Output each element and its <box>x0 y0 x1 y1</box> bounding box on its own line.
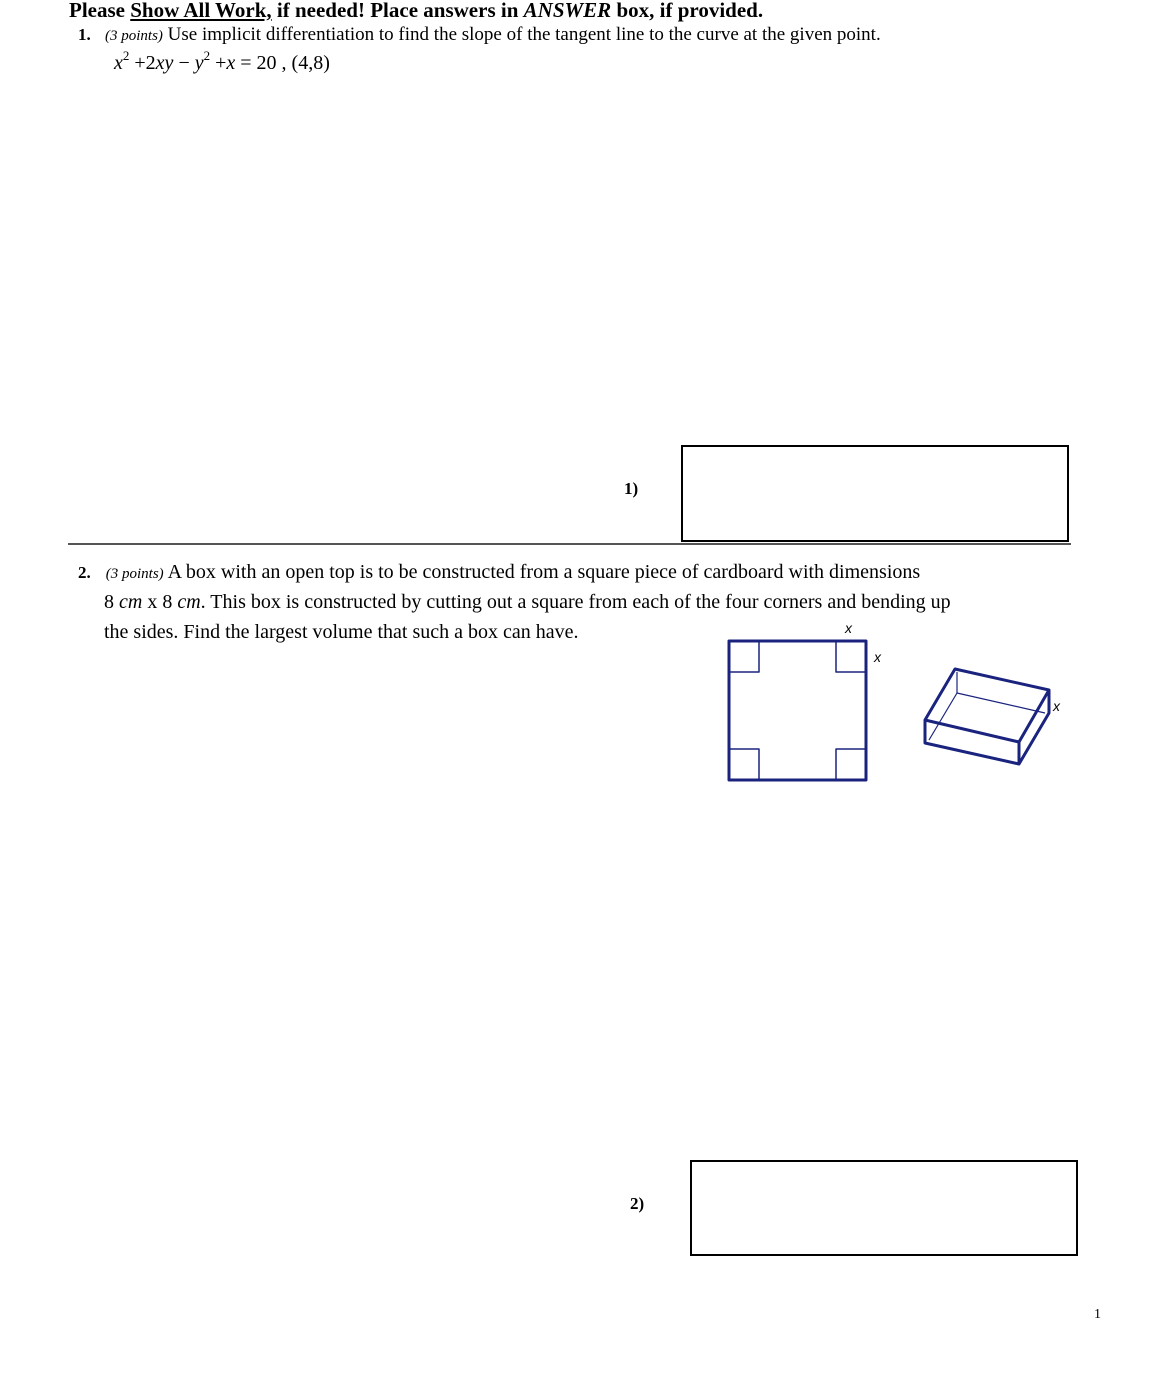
page-number: 1 <box>1094 1307 1101 1322</box>
answer-2-label: 2) <box>630 1194 645 1213</box>
question-2-text-1: A box with an open top is to be constructed from a square piece of cardboard with dimensions <box>167 561 921 583</box>
cardboard-sheet <box>729 641 866 780</box>
eq-mid: +2 <box>129 52 156 74</box>
header-text-3: box, if provided. <box>611 0 764 22</box>
eq-x-2: x <box>226 52 236 74</box>
question-1-points: (3 points) <box>105 28 163 44</box>
answer-2-box[interactable] <box>690 1160 1078 1256</box>
header-underlined-text: Show All Work, <box>130 0 272 22</box>
q2-l2-cm1: cm <box>119 591 143 613</box>
question-2-line-3: the sides. Find the largest volume that such a box can have. <box>104 621 579 643</box>
header-text-2: if needed! Place answers in <box>271 0 524 22</box>
q2-l2-cm2: cm <box>177 591 201 613</box>
eq-rest: = 20 , (4,8) <box>235 52 330 74</box>
eq-x: x <box>114 52 123 74</box>
box-inner-bottom <box>929 693 1045 740</box>
figure-label-x-box: x <box>1053 698 1060 714</box>
eq-y: y <box>194 52 204 74</box>
eq-minus: − <box>173 52 195 74</box>
header-italic-text: ANSWER <box>523 0 612 22</box>
answer-1-label: 1) <box>624 479 639 498</box>
eq-exp-1: 2 <box>122 48 130 63</box>
question-2-number: 2. <box>78 563 91 582</box>
question-1-number: 1. <box>78 25 91 44</box>
box-top-rim <box>925 669 1049 742</box>
question-1-text: Use implicit differentiation to find the slope of the tangent line to the curve at the given point. <box>167 24 881 45</box>
corner-square-br <box>836 749 866 780</box>
box-outer-walls <box>925 690 1049 764</box>
question-2-points: (3 points) <box>105 566 164 582</box>
corner-square-tl <box>729 641 759 672</box>
corner-square-bl <box>729 749 759 780</box>
eq-exp-2: 2 <box>203 48 211 63</box>
q2-l2-c: . This box is constructed by cutting out a square from each of the four corners and bending up <box>200 591 951 613</box>
q2-l2-b: x 8 <box>142 591 178 613</box>
figure-label-x-side: x <box>874 649 881 665</box>
figure-label-x-top: x <box>845 620 852 636</box>
eq-plus: + <box>210 52 227 74</box>
eq-xy: xy <box>155 52 174 74</box>
q2-l2-a: 8 <box>104 591 119 613</box>
header-text-1: Please <box>69 0 131 22</box>
corner-square-tr <box>836 641 866 672</box>
